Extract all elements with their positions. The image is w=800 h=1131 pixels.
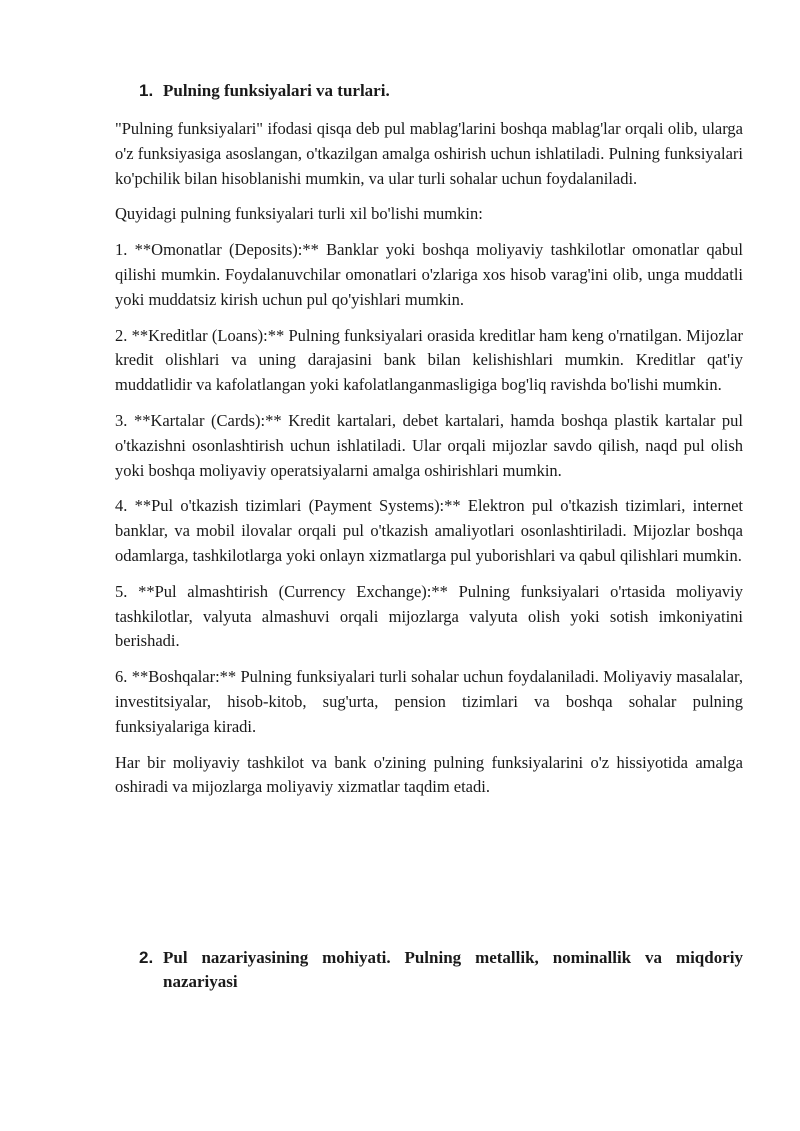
section-title: Pulning funksiyalari va turlari.: [163, 81, 390, 100]
section-heading-2: [139, 946, 743, 994]
list-item-payment-systems: 4. **Pul o'tkazish tizimlari (Payment Systems):** Elektron pul o'tkazish tizimlari, internet banklar, va mobil ilovalar orqali pul o'tkazish amaliyotlari osonlashtiriladi. Mijozlar boshqa odamlarga, tashkilotlarga yoki onlayn xizmatlarga pul yuborishlari va qabul qilishlari mumkin.: [115, 496, 743, 565]
list-item-loans: 2. **Kreditlar (Loans):** Pulning funksiyalari orasida kreditlar ham keng o'rnatilgan. Mijozlar kredit olishlari va uning darajasini bank bilan kelishishlari mumkin. Kreditlar qat'iy muddatlidir va kafolatlangan yoki kafolatlanganmasligiga bog'liq ravishda bo'lishi mumkin.: [115, 325, 743, 395]
list-item-cards: 3. **Kartalar (Cards):** Kredit kartalari, debet kartalari, hamda boshqa plastik kartalar pul o'tkazishni osonlashtirish uchun ishlatiladi. Ular orqali mijozlar savdo qilish, naqd pul olish yoki boshqa moliyaviy operatsiyalarni amalga oshirishlari mumkin.: [115, 410, 743, 480]
list-item-others: 6. **Boshqalar:** Pulning funksiyalari turli sohalar uchun foydalaniladi. Moliyaviy masalalar, investitsiyalar, hisob-kitob, sug'urta, pension tizimlari va boshqa sohalar pulning funksiyalariga kiradi.: [115, 667, 743, 736]
section-heading-1: [139, 79, 743, 103]
section-body: [115, 117, 743, 811]
intro-paragraph: "Pulning funksiyalari" ifodasi qisqa deb pul mablag'larini boshqa mablag'lar orqali olib, ularga o'z funksiyasiga asoslangan, o'tkazilgan amalga oshirish uchun ishlatiladi. Pulning funksiyalari ko'pchilik bilan hisoblanishi mumkin, va ular turli sohalar uchun foydalaniladi.: [115, 119, 743, 188]
section-title: Pul nazariyasining mohiyati. Pulning metallik, nominallik va miqdoriy nazariyasi: [163, 948, 743, 991]
list-item-currency-exchange: 5. **Pul almashtirish (Currency Exchange):** Pulning funksiyalari o'rtasida moliyaviy tashkilotlar, valyuta almashuvi orqali mijozlarga valyuta olish yoki sotish imkoniyatini berishadi.: [115, 581, 743, 651]
section-number: 2.: [139, 948, 154, 967]
list-item-deposits: 1. **Omonatlar (Deposits):** Banklar yoki boshqa moliyaviy tashkilotlar omonatlar qabul qilishi mumkin. Foydalanuvchilar omonatlari o'zlariga xos hisob varag'ini olib, unga muddatli yoki muddatsiz kirish uchun pul qo'yishlari mumkin.: [115, 240, 743, 309]
section-number: 1.: [139, 81, 154, 100]
list-intro-paragraph: Quyidagi pulning funksiyalari turli xil bo'lishi mumkin:: [115, 204, 483, 224]
closing-paragraph: Har bir moliyaviy tashkilot va bank o'zining pulning funksiyalarini o'z hissiyotida amalga oshiradi va mijozlarga moliyaviy xizmatlar taqdim etadi.: [115, 752, 743, 797]
